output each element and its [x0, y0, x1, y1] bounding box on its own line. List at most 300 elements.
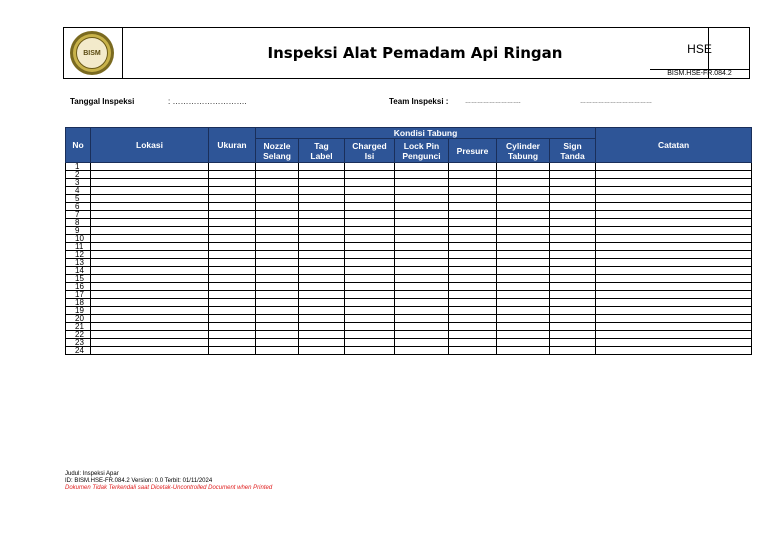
- table-cell: [497, 331, 550, 339]
- header-lokasi: Lokasi: [91, 128, 209, 163]
- table-cell: [497, 315, 550, 323]
- table-cell: [449, 275, 497, 283]
- table-cell: [596, 187, 752, 195]
- table-cell: [256, 195, 299, 203]
- table-cell: [256, 331, 299, 339]
- table-cell: [299, 179, 345, 187]
- document-footer: [65, 471, 272, 492]
- table-cell: [91, 299, 209, 307]
- table-row: [66, 211, 752, 219]
- table-cell: [345, 179, 395, 187]
- table-cell: [497, 299, 550, 307]
- table-cell: [345, 347, 395, 355]
- table-cell: [299, 275, 345, 283]
- table-cell: [449, 211, 497, 219]
- table-cell: [449, 195, 497, 203]
- table-cell: [395, 179, 449, 187]
- row-number: 9: [66, 227, 91, 235]
- table-cell: [345, 187, 395, 195]
- table-cell: [596, 307, 752, 315]
- table-cell: [299, 315, 345, 323]
- header-catatan: Catatan: [596, 128, 752, 163]
- table-cell: [497, 307, 550, 315]
- table-cell: [345, 299, 395, 307]
- table-cell: [550, 307, 596, 315]
- table-cell: [209, 323, 256, 331]
- table-cell: [395, 267, 449, 275]
- table-cell: [449, 323, 497, 331]
- row-number: 11: [66, 243, 91, 251]
- table-row: [66, 275, 752, 283]
- table-row: [66, 235, 752, 243]
- table-row: [66, 347, 752, 355]
- table-cell: [550, 243, 596, 251]
- table-cell: [91, 195, 209, 203]
- table-cell: [91, 171, 209, 179]
- table-cell: [497, 291, 550, 299]
- table-cell: [299, 211, 345, 219]
- table-row: [66, 299, 752, 307]
- row-number: 21: [66, 323, 91, 331]
- table-cell: [497, 187, 550, 195]
- table-cell: [299, 331, 345, 339]
- team-label: Team Inspeksi :: [389, 97, 449, 106]
- table-cell: [91, 243, 209, 251]
- table-cell: [345, 331, 395, 339]
- table-cell: [345, 315, 395, 323]
- table-cell: [299, 171, 345, 179]
- table-cell: [596, 243, 752, 251]
- table-cell: [596, 203, 752, 211]
- table-row: [66, 219, 752, 227]
- table-cell: [550, 331, 596, 339]
- table-cell: [596, 195, 752, 203]
- table-cell: [596, 315, 752, 323]
- table-row: [66, 315, 752, 323]
- table-cell: [299, 307, 345, 315]
- table-cell: [209, 307, 256, 315]
- table-cell: [449, 251, 497, 259]
- table-cell: [345, 259, 395, 267]
- table-cell: [91, 163, 209, 171]
- table-cell: [550, 347, 596, 355]
- table-cell: [497, 235, 550, 243]
- row-number: 14: [66, 267, 91, 275]
- table-cell: [449, 331, 497, 339]
- row-number: 8: [66, 219, 91, 227]
- table-cell: [345, 267, 395, 275]
- table-cell: [449, 307, 497, 315]
- row-number: 15: [66, 275, 91, 283]
- table-cell: [449, 291, 497, 299]
- table-cell: [395, 227, 449, 235]
- header-kondisi-3: Lock Pin Pengunci: [395, 139, 449, 163]
- row-number: 10: [66, 235, 91, 243]
- table-row: [66, 331, 752, 339]
- table-cell: [449, 187, 497, 195]
- department-label: HSE: [650, 28, 749, 70]
- table-cell: [449, 179, 497, 187]
- table-cell: [299, 323, 345, 331]
- table-cell: [395, 283, 449, 291]
- table-cell: [497, 275, 550, 283]
- table-cell: [256, 291, 299, 299]
- table-cell: [299, 347, 345, 355]
- table-cell: [345, 323, 395, 331]
- table-cell: [395, 331, 449, 339]
- table-cell: [91, 211, 209, 219]
- table-cell: [209, 219, 256, 227]
- row-number: 4: [66, 187, 91, 195]
- footer-id: ID: BISM.HSE-FR.084.2 Version: 0.0 Terbit: 01/11/2024: [65, 478, 213, 484]
- table-cell: [91, 227, 209, 235]
- table-cell: [449, 267, 497, 275]
- table-row: [66, 243, 752, 251]
- table-cell: [345, 339, 395, 347]
- table-cell: [596, 171, 752, 179]
- table-cell: [299, 219, 345, 227]
- table-row: [66, 187, 752, 195]
- table-cell: [395, 347, 449, 355]
- table-cell: [299, 267, 345, 275]
- table-cell: [345, 251, 395, 259]
- table-cell: [299, 259, 345, 267]
- table-cell: [345, 275, 395, 283]
- table-cell: [209, 195, 256, 203]
- form-code: BISM.HSE-FR.084.2: [667, 70, 732, 77]
- header-kondisi-tabung: Kondisi Tabung: [256, 128, 596, 139]
- row-number: 6: [66, 203, 91, 211]
- table-cell: [449, 203, 497, 211]
- table-cell: [449, 347, 497, 355]
- table-cell: [345, 211, 395, 219]
- table-cell: [395, 187, 449, 195]
- table-cell: [395, 275, 449, 283]
- table-cell: [256, 227, 299, 235]
- table-cell: [596, 267, 752, 275]
- table-cell: [550, 339, 596, 347]
- date-value: : ……………………….: [168, 97, 247, 106]
- table-cell: [596, 211, 752, 219]
- table-cell: [91, 187, 209, 195]
- table-cell: [299, 291, 345, 299]
- table-cell: [550, 315, 596, 323]
- table-cell: [209, 299, 256, 307]
- table-cell: [256, 235, 299, 243]
- table-cell: [497, 323, 550, 331]
- table-cell: [449, 163, 497, 171]
- table-cell: [256, 267, 299, 275]
- table-cell: [345, 163, 395, 171]
- company-logo: [70, 31, 114, 75]
- table-cell: [256, 323, 299, 331]
- table-row: [66, 291, 752, 299]
- table-cell: [209, 267, 256, 275]
- table-cell: [256, 259, 299, 267]
- table-cell: [91, 291, 209, 299]
- logo-text: BISM: [76, 37, 108, 69]
- table-cell: [299, 203, 345, 211]
- table-cell: [345, 307, 395, 315]
- table-cell: [497, 211, 550, 219]
- row-number: 20: [66, 315, 91, 323]
- table-cell: [299, 187, 345, 195]
- table-cell: [550, 323, 596, 331]
- table-cell: [550, 195, 596, 203]
- table-cell: [345, 227, 395, 235]
- row-number: 1: [66, 163, 91, 171]
- table-cell: [256, 211, 299, 219]
- table-cell: [395, 243, 449, 251]
- table-cell: [345, 235, 395, 243]
- table-cell: [256, 243, 299, 251]
- table-cell: [395, 251, 449, 259]
- table-cell: [596, 339, 752, 347]
- table-cell: [91, 339, 209, 347]
- table-cell: [497, 227, 550, 235]
- table-cell: [209, 235, 256, 243]
- table-cell: [596, 235, 752, 243]
- table-cell: [209, 163, 256, 171]
- table-cell: [395, 307, 449, 315]
- table-cell: [449, 299, 497, 307]
- table-cell: [596, 331, 752, 339]
- table-row: [66, 307, 752, 315]
- table-cell: [256, 307, 299, 315]
- table-row: [66, 323, 752, 331]
- table-cell: [550, 227, 596, 235]
- table-cell: [256, 275, 299, 283]
- table-cell: [209, 259, 256, 267]
- table-cell: [449, 243, 497, 251]
- header-no: No: [66, 128, 91, 163]
- table-cell: [596, 283, 752, 291]
- table-cell: [256, 179, 299, 187]
- table-cell: [91, 235, 209, 243]
- table-cell: [497, 219, 550, 227]
- row-number: 16: [66, 283, 91, 291]
- table-cell: [209, 171, 256, 179]
- table-cell: [395, 323, 449, 331]
- team-value-1: ……………………….: [465, 99, 521, 105]
- header-kondisi-1: Tag Label: [299, 139, 345, 163]
- table-cell: [449, 235, 497, 243]
- table-cell: [449, 283, 497, 291]
- table-cell: [91, 283, 209, 291]
- table-cell: [497, 283, 550, 291]
- table-cell: [449, 339, 497, 347]
- table-cell: [497, 259, 550, 267]
- table-cell: [209, 275, 256, 283]
- table-cell: [345, 283, 395, 291]
- table-cell: [209, 291, 256, 299]
- table-cell: [395, 291, 449, 299]
- table-cell: [596, 299, 752, 307]
- table-cell: [256, 283, 299, 291]
- row-number: 13: [66, 259, 91, 267]
- table-cell: [497, 243, 550, 251]
- header-kondisi-5: Cylinder Tabung: [497, 139, 550, 163]
- table-cell: [449, 227, 497, 235]
- table-row: [66, 251, 752, 259]
- row-number: 3: [66, 179, 91, 187]
- table-cell: [91, 179, 209, 187]
- table-row: [66, 163, 752, 171]
- row-number: 12: [66, 251, 91, 259]
- inspection-table: [65, 127, 752, 355]
- table-cell: [345, 195, 395, 203]
- document-header: [63, 27, 750, 79]
- table-cell: [550, 251, 596, 259]
- table-cell: [209, 227, 256, 235]
- table-cell: [395, 171, 449, 179]
- team-value-2: ………………………………: [580, 99, 652, 105]
- row-number: 7: [66, 211, 91, 219]
- table-cell: [209, 331, 256, 339]
- table-cell: [596, 219, 752, 227]
- header-kondisi-2: Charged Isi: [345, 139, 395, 163]
- table-cell: [395, 219, 449, 227]
- table-cell: [256, 339, 299, 347]
- table-cell: [256, 219, 299, 227]
- table-cell: [91, 331, 209, 339]
- table-cell: [596, 227, 752, 235]
- table-cell: [395, 195, 449, 203]
- table-cell: [299, 283, 345, 291]
- table-cell: [345, 243, 395, 251]
- table-cell: [299, 235, 345, 243]
- table-cell: [256, 251, 299, 259]
- logo-cell: [64, 28, 123, 78]
- table-cell: [550, 179, 596, 187]
- table-cell: [395, 211, 449, 219]
- table-cell: [550, 187, 596, 195]
- table-row: [66, 227, 752, 235]
- row-number: 24: [66, 347, 91, 355]
- table-cell: [345, 171, 395, 179]
- table-cell: [497, 195, 550, 203]
- table-cell: [209, 347, 256, 355]
- row-number: 22: [66, 331, 91, 339]
- table-cell: [256, 203, 299, 211]
- row-number: 23: [66, 339, 91, 347]
- row-number: 2: [66, 171, 91, 179]
- table-cell: [91, 219, 209, 227]
- table-cell: [395, 203, 449, 211]
- table-cell: [209, 211, 256, 219]
- table-cell: [449, 219, 497, 227]
- table-cell: [91, 259, 209, 267]
- table-cell: [299, 163, 345, 171]
- header-kondisi-6: Sign Tanda: [550, 139, 596, 163]
- table-cell: [550, 267, 596, 275]
- table-cell: [91, 203, 209, 211]
- header-ukuran: Ukuran: [209, 128, 256, 163]
- table-cell: [449, 259, 497, 267]
- table-cell: [596, 291, 752, 299]
- footer-warning: Dokumen Tidak Terkendali saat Dicetak-Uncontrolled Document when Printed: [65, 485, 273, 491]
- title-cell: [122, 28, 709, 78]
- table-cell: [596, 251, 752, 259]
- header-kondisi-0: Nozzle Selang: [256, 139, 299, 163]
- document-title: Inspeksi Alat Pemadam Api Ringan: [267, 44, 563, 62]
- table-cell: [209, 187, 256, 195]
- table-cell: [395, 163, 449, 171]
- table-cell: [550, 163, 596, 171]
- table-cell: [209, 179, 256, 187]
- table-cell: [256, 347, 299, 355]
- table-cell: [299, 339, 345, 347]
- table-cell: [209, 315, 256, 323]
- table-cell: [299, 243, 345, 251]
- table-cell: [256, 171, 299, 179]
- table-cell: [550, 171, 596, 179]
- table-cell: [596, 259, 752, 267]
- table-cell: [256, 299, 299, 307]
- table-cell: [299, 195, 345, 203]
- table-cell: [209, 283, 256, 291]
- table-cell: [345, 219, 395, 227]
- table-cell: [550, 291, 596, 299]
- table-cell: [550, 203, 596, 211]
- table-cell: [91, 307, 209, 315]
- table-cell: [395, 235, 449, 243]
- table-row: [66, 339, 752, 347]
- table-cell: [497, 347, 550, 355]
- table-row: [66, 195, 752, 203]
- table-cell: [449, 171, 497, 179]
- table-cell: [550, 259, 596, 267]
- table-row: [66, 283, 752, 291]
- table-cell: [209, 203, 256, 211]
- table-cell: [497, 251, 550, 259]
- table-row: [66, 259, 752, 267]
- table-cell: [550, 219, 596, 227]
- table-cell: [497, 171, 550, 179]
- row-number: 18: [66, 299, 91, 307]
- table-cell: [256, 187, 299, 195]
- table-cell: [497, 203, 550, 211]
- table-cell: [209, 251, 256, 259]
- table-cell: [550, 211, 596, 219]
- row-number: 17: [66, 291, 91, 299]
- table-cell: [550, 299, 596, 307]
- table-cell: [449, 315, 497, 323]
- table-cell: [550, 235, 596, 243]
- table-cell: [345, 203, 395, 211]
- table-cell: [497, 163, 550, 171]
- date-label: Tanggal Inspeksi: [70, 97, 135, 106]
- table-cell: [497, 339, 550, 347]
- table-cell: [209, 243, 256, 251]
- table-cell: [345, 291, 395, 299]
- row-number: 5: [66, 195, 91, 203]
- table-cell: [91, 323, 209, 331]
- table-cell: [91, 267, 209, 275]
- table-cell: [395, 259, 449, 267]
- table-cell: [91, 347, 209, 355]
- table-cell: [596, 275, 752, 283]
- table-row: [66, 203, 752, 211]
- table-cell: [91, 315, 209, 323]
- table-row: [66, 171, 752, 179]
- table-cell: [395, 299, 449, 307]
- footer-title: Judul: Inspeksi Apar: [65, 471, 119, 477]
- table-cell: [550, 283, 596, 291]
- table-cell: [596, 163, 752, 171]
- table-cell: [596, 323, 752, 331]
- table-cell: [497, 267, 550, 275]
